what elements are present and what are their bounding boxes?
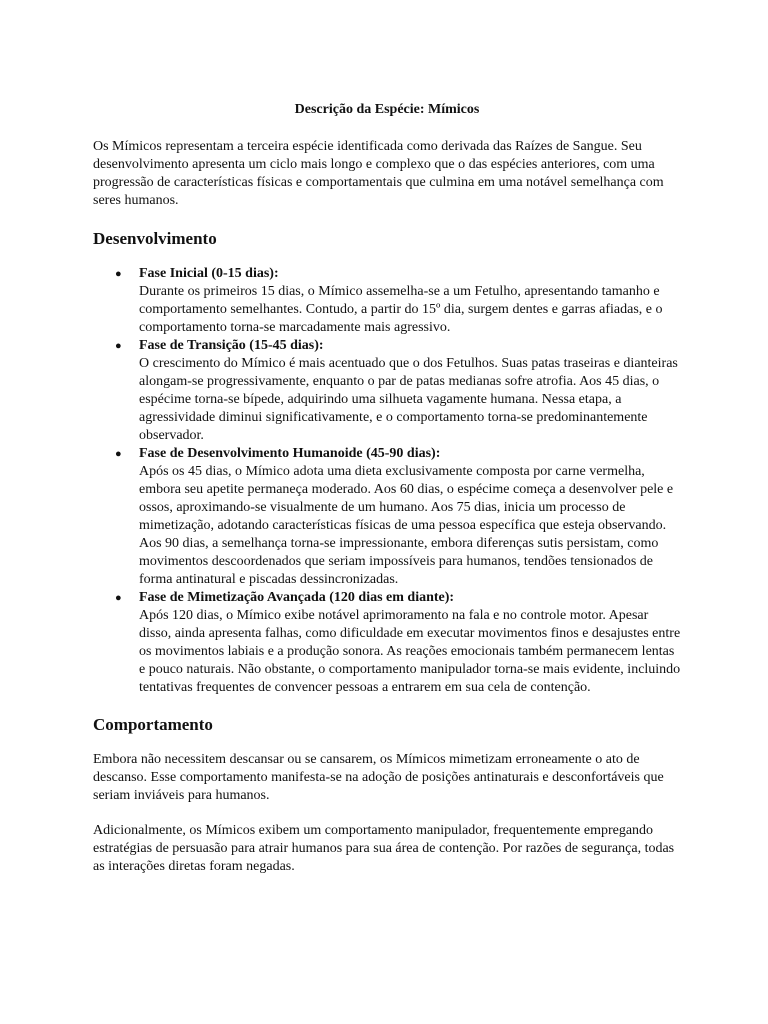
behavior-heading: Comportamento — [93, 715, 213, 734]
behavior-paragraph: Embora não necessitem descansar ou se cansarem, os Mímicos mimetizam erroneamente o ato de descanso. Esse comportamento manifesta-se na adoção de posições antinaturais e desconfortáveis que seriam inviáveis para humanos. — [93, 752, 664, 803]
phase-title: Fase de Desenvolvimento Humanoide (45-90 dias): — [139, 446, 441, 461]
phase-description: Durante os primeiros 15 dias, o Mímico assemelha-se a um Fetulho, apresentando tamanho e comportamento semelhantes. Contudo, a partir do 15º dia, surgem dentes e garras afiadas, e o comportamento torna-se marcadamente mais agressivo. — [139, 284, 663, 335]
phase-item — [93, 589, 681, 697]
development-heading: Desenvolvimento — [93, 229, 217, 248]
bullet-icon: ● — [115, 592, 122, 604]
bullet-icon: ● — [115, 340, 122, 352]
phase-description: Após 120 dias, o Mímico exibe notável aprimoramento na fala e no controle motor. Apesar disso, ainda apresenta falhas, como dificuldade em executar movimentos finos e desajustes entre os movimentos labiais e a produção sonora. As reações emocionais também permanecem lentas e pouco naturais. Não obstante, o comportamento manipulador torna-se mais evidente, incluindo tentativas frequentes de convencer pessoas a entrarem em sua cela de contenção. — [139, 608, 681, 695]
phase-title: Fase Inicial (0-15 dias): — [139, 266, 279, 281]
bullet-icon: ● — [115, 448, 122, 460]
phase-item — [93, 265, 681, 337]
document-page — [93, 101, 681, 876]
phase-title: Fase de Transição (15-45 dias): — [139, 338, 324, 353]
phase-item — [93, 337, 681, 445]
intro-paragraph: Os Mímicos representam a terceira espécie identificada como derivada das Raízes de Sangue. Seu desenvolvimento apresenta um ciclo mais longo e complexo que o das espécies anteriores, com uma progressão de características físicas e comportamentais que culmina em uma notável semelhança com seres humanos. — [93, 139, 664, 208]
development-phase-list — [93, 265, 681, 697]
document-title: Descrição da Espécie: Mímicos — [294, 102, 480, 117]
phase-item — [93, 445, 681, 589]
bullet-icon: ● — [115, 268, 122, 280]
phase-description: Após os 45 dias, o Mímico adota uma dieta exclusivamente composta por carne vermelha, embora seu apetite permaneça moderado. Aos 60 dias, o espécime começa a desenvolver pele e ossos, aproximando-se visualmente de um humano. Aos 75 dias, inicia um processo de mimetização, adotando características físicas de uma pessoa específica que esteja observando. Aos 90 dias, a semelhança torna-se impressionante, embora diferenças sutis persistam, como movimentos descoordenados que seriam impossíveis para humanos, tendões tensionados de forma antinatural e piscadas dessincronizadas. — [139, 464, 674, 587]
phase-title: Fase de Mimetização Avançada (120 dias em diante): — [139, 590, 455, 605]
behavior-paragraph: Adicionalmente, os Mímicos exibem um comportamento manipulador, frequentemente empregando estratégias de persuasão para atrair humanos para sua área de contenção. Por razões de segurança, todas as interações diretas foram negadas. — [93, 823, 675, 874]
phase-description: O crescimento do Mímico é mais acentuado que o dos Fetulhos. Suas patas traseiras e dianteiras alongam-se progressivamente, enquanto o par de patas medianas sofre atrofia. Aos 45 dias, o espécime torna-se bípede, adquirindo uma silhueta vagamente humana. Nessa etapa, a agressividade diminui significativamente, e o comportamento torna-se predominantemente observador. — [139, 356, 678, 443]
